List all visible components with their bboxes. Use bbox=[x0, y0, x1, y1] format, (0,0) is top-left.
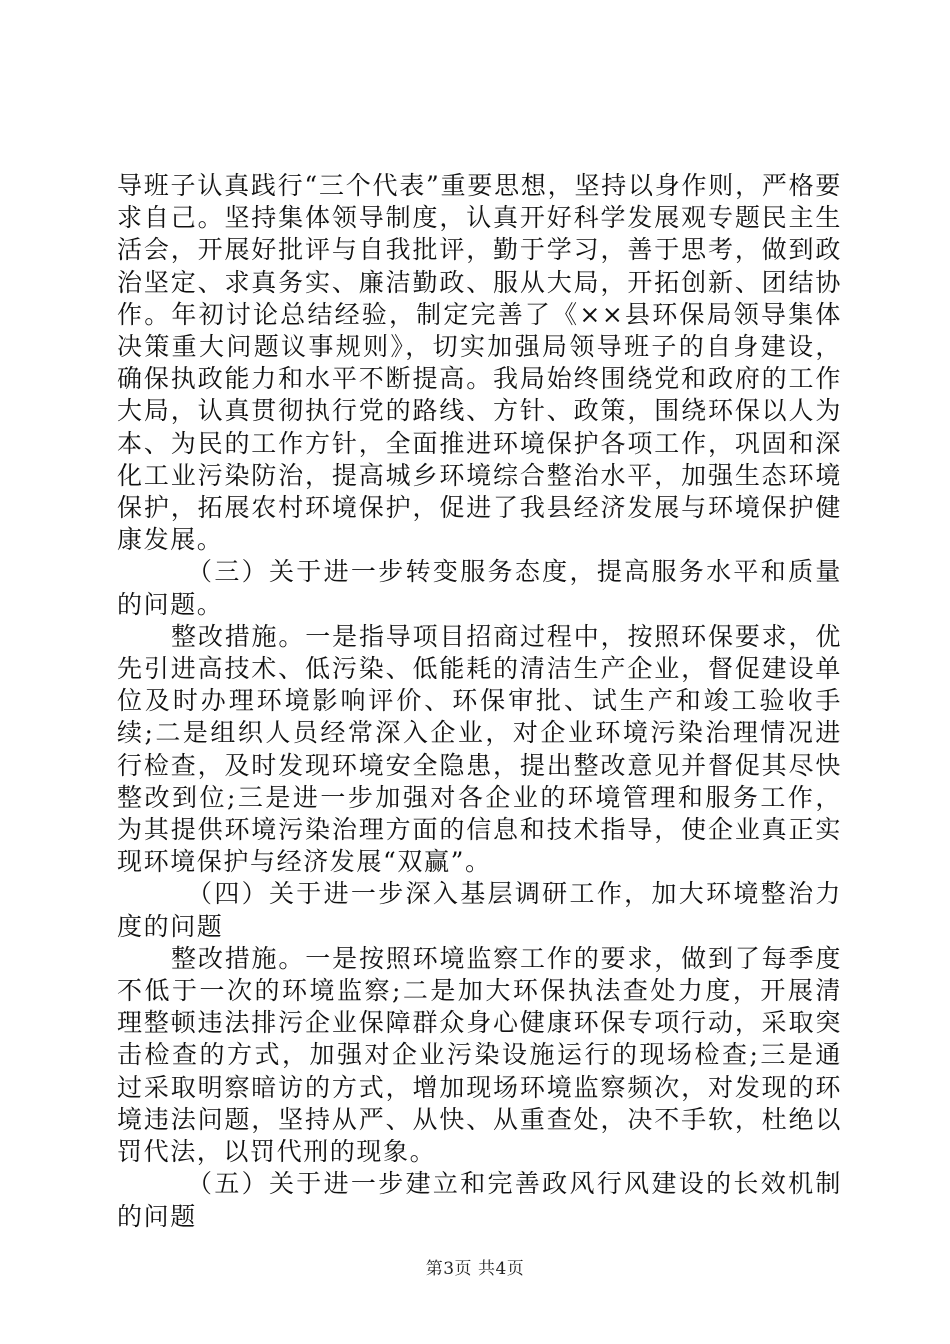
section-heading-4: （四）关于进一步深入基层调研工作，加大环境整治力度的问题 bbox=[117, 879, 842, 941]
paragraph-measures-3: 整改措施。一是指导项目招商过程中，按照环保要求，优先引进高技术、低污染、低能耗的清洁生产企业，督促建设单位及时办理环境影响评价、环保审批、试生产和竣工验收手续;二是组织人员经常深入企业，对企业环境污染治理情况进行检查，及时发现环境安全隐患，提出整改意见并督促其尽快整改到位;三是进一步加强对各企业的环境管理和服务工作，为其提供环境污染治理方面的信息和技术指导，使企业真正实现环境保护与经济发展“双赢”。 bbox=[117, 621, 842, 877]
page-number-label: 第3页 共4页 bbox=[425, 1259, 525, 1279]
section-heading-5: （五）关于进一步建立和完善政风行风建设的长效机制的问题 bbox=[117, 1169, 842, 1231]
page-footer bbox=[0, 1254, 950, 1279]
paragraph-continuation: 导班子认真践行“三个代表”重要思想，坚持以身作则，严格要求自己。坚持集体领导制度，认真开好科学发展观专题民主生活会，开展好批评与自我批评，勤于学习，善于思考，做到政治坚定、求真务实、廉洁勤政、服从大局，开拓创新、团结协作。年初讨论总结经验，制定完善了《××县环保局领导集体决策重大问题议事规则》，切实加强局领导班子的自身建设，确保执政能力和水平不断提高。我局始终围绕党和政府的工作大局，认真贯彻执行党的路线、方针、政策，围绕环保以人为本、为民的工作方针，全面推进环境保护各项工作，巩固和深化工业污染防治，提高城乡环境综合整治水平，加强生态环境保护，拓展农村环境保护，促进了我县经济发展与环境保护健康发展。 bbox=[117, 171, 842, 555]
document-body bbox=[117, 170, 842, 1233]
section-heading-3: （三）关于进一步转变服务态度，提高服务水平和质量的问题。 bbox=[117, 557, 842, 619]
paragraph-measures-4: 整改措施。一是按照环境监察工作的要求，做到了每季度不低于一次的环境监察;二是加大环保执法查处力度，开展清理整顿违法排污企业保障群众身心健康环保专项行动，采取突击检查的方式，加强对企业污染设施运行的现场检查;三是通过采取明察暗访的方式，增加现场环境监察频次，对发现的环境违法问题，坚持从严、从快、从重查处，决不手软，杜绝以罚代法，以罚代刑的现象。 bbox=[117, 943, 842, 1167]
